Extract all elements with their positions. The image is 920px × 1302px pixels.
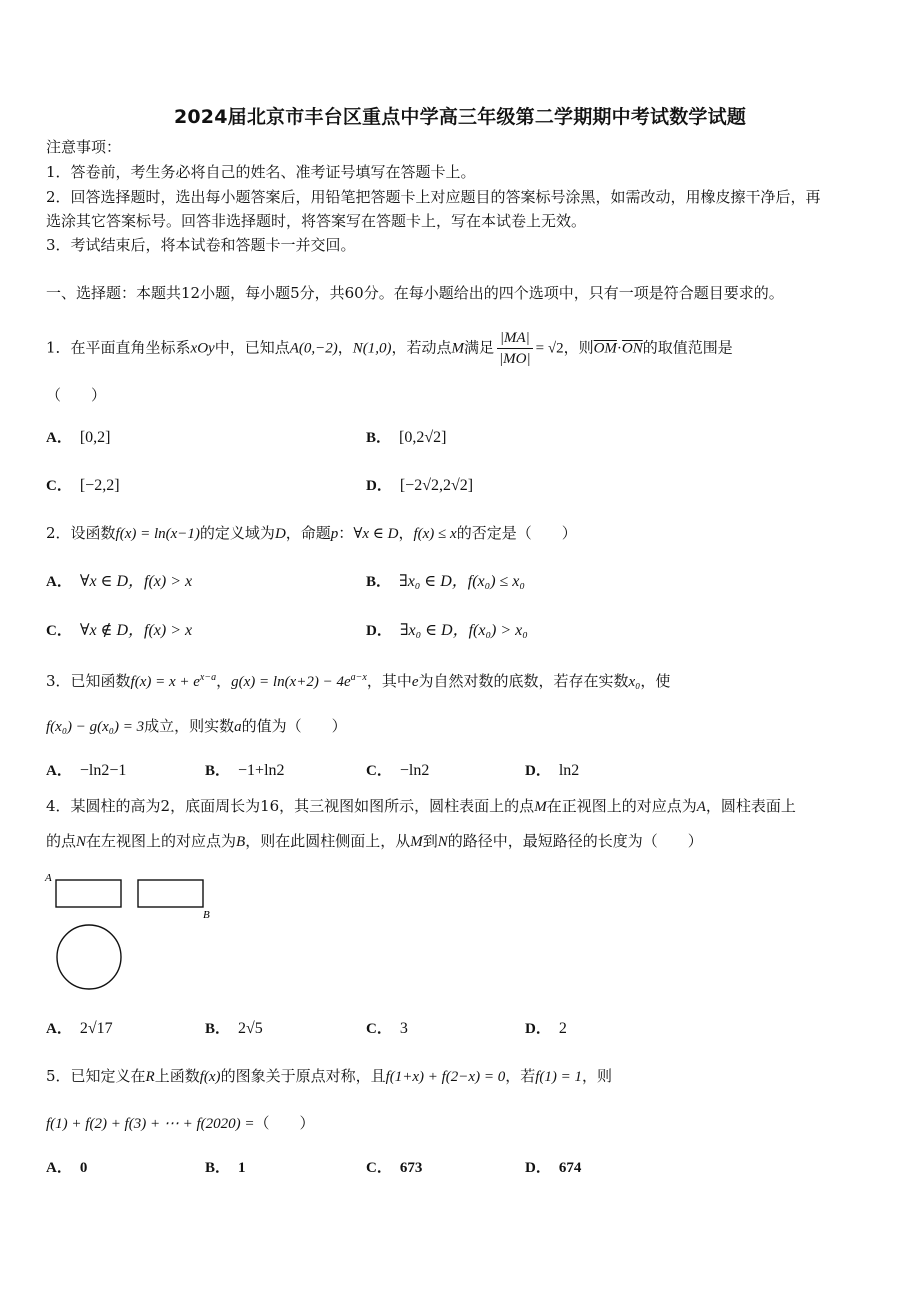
option-value: 1	[238, 1160, 246, 1176]
q3-option-b	[205, 759, 285, 782]
q1-text: ，	[337, 338, 353, 357]
q4-text: 的路径中，最短路径的长度为（ ）	[447, 832, 703, 850]
option-label: C．	[46, 623, 72, 639]
q3-text: 的值为（ ）	[241, 717, 347, 735]
q4-math: B	[236, 834, 246, 850]
q1-text: 的取值范围是	[642, 338, 733, 357]
option-label: A．	[46, 1021, 72, 1037]
option-label: C．	[366, 1021, 392, 1037]
option-label: D．	[525, 1021, 551, 1037]
q2-text: 2．设函数	[46, 524, 116, 542]
notes-heading: 注意事项：	[46, 138, 122, 156]
q1-math: A(0,−2)	[289, 340, 338, 357]
q1-math: N(1,0)	[352, 340, 392, 357]
q1-option-a	[46, 426, 111, 449]
q4-text: 到	[422, 832, 438, 850]
option-label: B．	[205, 1160, 231, 1176]
option-label: B．	[366, 574, 392, 590]
q5-option-a	[46, 1156, 95, 1179]
option-label: B．	[205, 1021, 231, 1037]
q3-math: f(x₀) − g(x₀) = 3	[46, 719, 145, 735]
top-view-circle	[57, 925, 121, 989]
option-label: A．	[46, 763, 72, 779]
option-label: B．	[366, 430, 392, 446]
option-value: 2	[558, 1020, 567, 1037]
question-4-stem	[46, 795, 796, 818]
q1-math: ·	[616, 340, 622, 357]
q4-text: 4．某圆柱的高为2，底面周长为16，其三视图如图所示，圆柱表面上的点	[46, 797, 535, 815]
q5-math: f(1) + f(2) + f(3) + ⋯ + f(2020) =	[46, 1116, 255, 1132]
option-label: A．	[46, 574, 72, 590]
q1-answer-paren: （ ）	[46, 386, 107, 404]
question-1-stem	[46, 328, 733, 369]
q1-text: 中，已知点	[214, 338, 290, 357]
q3-text: 3．已知函数	[46, 672, 131, 690]
q2-text: ：	[338, 524, 354, 542]
q5-text: ，若	[505, 1067, 536, 1085]
q3-math: g(x) = ln(x+2) − 4e	[231, 674, 351, 690]
q3-option-a	[46, 759, 126, 782]
q1-option-c	[46, 474, 120, 497]
fraction-numerator: |MA|	[497, 328, 533, 349]
q2-math: f(x) ≤ x	[413, 526, 457, 542]
figure-label-b: B	[203, 909, 210, 921]
q2-text: 的定义域为	[199, 524, 275, 542]
q2-math: f(x) = ln(x−1)	[115, 526, 200, 542]
q2-math: ∀x ∈ D	[353, 526, 399, 542]
q4-option-d	[525, 1017, 567, 1040]
q4-text: ，则在此圆柱侧面上，从	[245, 832, 411, 850]
question-3-stem-line2	[46, 715, 347, 738]
q3-math: x₀	[628, 674, 641, 690]
q3-math: e	[411, 674, 419, 690]
question-3-stem: 3．已知函数$f(x) = x + e^{x-a}$，$g(x) = \ln(x+2) - 4e^{a-x}$，其中e为自然对数的底数，若存在实数x₀，使	[46, 672, 671, 690]
q2-text: ，命题	[285, 524, 331, 542]
q5-math: f(x)	[199, 1069, 221, 1085]
q1-text: ，则	[563, 338, 594, 357]
q3-text: ，使	[640, 672, 671, 690]
q5-text: 上函数	[154, 1067, 200, 1085]
option-value: [−2,2]	[79, 477, 120, 494]
option-label: B．	[205, 763, 231, 779]
option-value: 673	[399, 1160, 423, 1176]
note-item: 2．回答选择题时，选出每小题答案后，用铅笔把答题卡上对应题目的答案标号涂黑，如需改动，用橡皮擦干净后，再	[46, 188, 821, 206]
option-value: −ln2−1	[79, 762, 127, 779]
q1-text: 满足	[464, 338, 495, 357]
question-4-stem-line2	[46, 830, 703, 853]
q1-text: 1．在平面直角坐标系	[46, 338, 191, 357]
q1-option-b	[366, 426, 446, 449]
option-value: 0	[79, 1160, 88, 1176]
q2-option-a	[46, 570, 192, 593]
q2-text: ，	[398, 524, 414, 542]
vector-on: $\overline{ON}$	[621, 340, 643, 357]
figure-label-a: A	[45, 872, 52, 884]
q3-exponent: x−a	[199, 672, 217, 683]
q3-math: a	[234, 719, 242, 735]
q4-option-c	[366, 1017, 408, 1040]
option-label: C．	[366, 1160, 392, 1176]
vector-om: $\overline{OM}$	[593, 340, 617, 357]
option-label: A．	[46, 1160, 72, 1176]
q4-math: A	[696, 799, 706, 815]
option-value: −ln2	[399, 762, 430, 779]
option-label: A．	[46, 430, 72, 446]
q4-text: 在正视图上的对应点为	[546, 797, 697, 815]
q4-math: M	[534, 799, 547, 815]
section-heading: 一、选择题：本题共12小题，每小题5分，共60分。在每小题给出的四个选项中，只有一项是符合题目要求的。	[46, 284, 784, 302]
q2-math: D	[274, 526, 286, 542]
option-value: [0,2]	[79, 429, 111, 446]
q4-option-b	[205, 1017, 263, 1040]
q3-math: f(x) = x + e	[130, 674, 200, 690]
front-view-rect	[56, 880, 121, 907]
fraction	[497, 328, 533, 369]
q1-math: xOy	[190, 340, 215, 357]
option-value: ∃x₀ ∈ D，f(x₀) ≤ x₀	[399, 573, 525, 590]
q5-option-c	[366, 1156, 430, 1179]
q5-text: 的图象关于原点对称，且	[220, 1067, 386, 1085]
q3-exponent: a−x	[350, 672, 367, 683]
q2-math: p	[330, 526, 339, 542]
note-item: 3．考试结束后，将本试卷和答题卡一并交回。	[46, 236, 356, 254]
q3-text: 为自然对数的底数，若存在实数	[418, 672, 629, 690]
option-value: −1+ln2	[238, 762, 285, 779]
page-title: 2024届北京市丰台区重点中学高三年级第二学期期中考试数学试题	[173, 106, 747, 128]
question-5-stem	[46, 1065, 612, 1088]
option-value: [−2√2,2√2]	[399, 477, 474, 494]
q4-math: M	[410, 834, 423, 850]
option-label: C．	[366, 763, 392, 779]
q5-math: R	[145, 1069, 155, 1085]
q5-text: 5．已知定义在	[46, 1067, 146, 1085]
option-value: ∀x ∉ D，f(x) > x	[79, 622, 193, 639]
note-item: 1．答卷前，考生务必将自己的姓名、准考证号填写在答题卡上。	[46, 163, 476, 181]
note-item: 选涂其它答案标号。回答非选择题时，将答案写在答题卡上，写在本试卷上无效。	[46, 212, 587, 230]
option-value: 3	[399, 1020, 408, 1037]
q1-text: ，若动点	[391, 338, 452, 357]
question-2-stem	[46, 522, 577, 545]
option-value: 2√17	[79, 1020, 113, 1037]
option-label: D．	[366, 478, 392, 494]
q3-option-c	[366, 759, 429, 782]
q2-text: 的否定是（ ）	[456, 524, 577, 542]
q1-math: M	[451, 340, 465, 357]
option-label: D．	[366, 623, 392, 639]
q3-text: ，其中	[366, 672, 412, 690]
option-value: [0,2√2]	[399, 429, 447, 446]
option-value: ∃x₀ ∈ D，f(x₀) > x₀	[399, 622, 528, 639]
q4-text: 在左视图上的对应点为	[86, 832, 237, 850]
q2-option-c	[46, 619, 192, 642]
option-value: ∀x ∈ D，f(x) > x	[79, 573, 193, 590]
q4-math: N	[437, 834, 448, 850]
q4-math: N	[76, 834, 87, 850]
three-view-figure	[44, 868, 224, 998]
q5-text: ，则	[582, 1067, 613, 1085]
q2-option-d	[366, 619, 528, 642]
option-label: D．	[525, 763, 551, 779]
q1-math: = √2	[535, 340, 564, 357]
option-label: C．	[46, 478, 72, 494]
option-label: D．	[525, 1160, 551, 1176]
option-value: 674	[558, 1160, 582, 1176]
q4-text: ，圆柱表面上	[705, 797, 796, 815]
question-5-stem-line2	[46, 1112, 315, 1135]
q4-text: 的点	[46, 832, 77, 850]
q5-math: f(1+x) + f(2−x) = 0	[385, 1069, 506, 1085]
option-value: ln2	[558, 762, 580, 779]
q3-option-d	[525, 759, 579, 782]
q1-option-d	[366, 474, 473, 497]
q5-option-b	[205, 1156, 254, 1179]
fraction-denominator: |MO|	[499, 351, 531, 367]
option-value: 2√5	[238, 1020, 263, 1037]
q3-text: 成立，则实数	[144, 717, 235, 735]
q2-option-b	[366, 570, 525, 593]
q5-math: f(1) = 1	[535, 1069, 582, 1085]
q5-option-d	[525, 1156, 589, 1179]
q5-text: （ ）	[254, 1114, 315, 1132]
q4-option-a	[46, 1017, 113, 1040]
side-view-rect	[138, 880, 203, 907]
